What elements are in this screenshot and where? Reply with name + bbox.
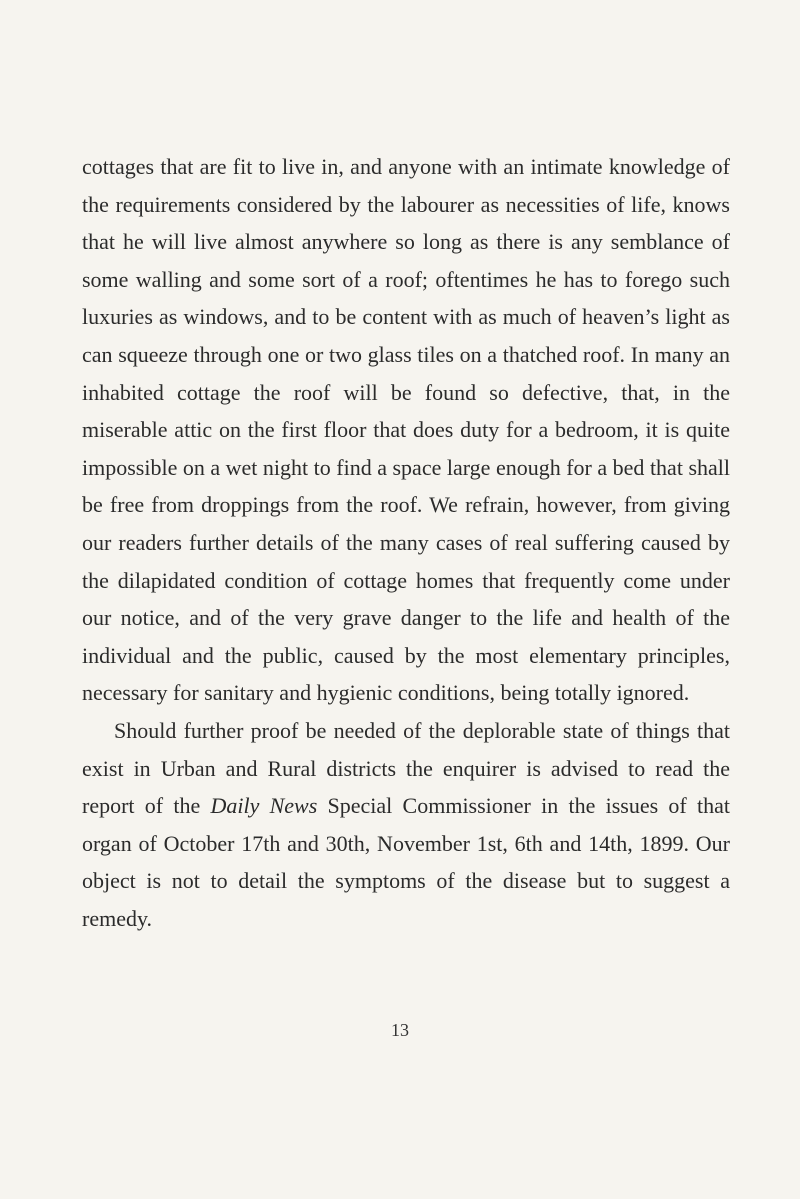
paragraph-2-text-after: Special Commissioner in the issues of that organ of October 17th and 30th, November 1st, 6th and 14th, 1899. Our object is not to detail the symptoms of the disease but to suggest a remedy.	[82, 793, 730, 931]
body-text	[82, 148, 730, 937]
page-number: 13	[391, 1020, 409, 1040]
newspaper-title: Daily News	[210, 793, 318, 819]
paragraph-2-text-before: Should further proof be needed of the deplorable state of things that exist in Urban and Rural districts the enquirer is advised to read the report of the	[82, 717, 730, 819]
paragraph-2	[82, 712, 730, 938]
paragraph-1: cottages that are fit to live in, and anyone with an intimate knowledge of the requirements considered by the labourer as necessities of life, knows that he will live almost anywhere so long as there is any semblance of some walling and some sort of a roof; oftentimes he has to forego such luxuries as windows, and to be content with as much of heaven’s light as can squeeze through one or two glass tiles on a thatched roof. In many an inhabited cottage the roof will be found so defective, that, in the miserable attic on the first floor that does duty for a bedroom, it is quite impossible on a wet night to find a space large enough for a bed that shall be free from droppings from the roof. We refrain, however, from giving our readers further details of the many cases of real suffering caused by the dilapidated condition of cottage homes that frequently come under our notice, and of the very grave danger to the life and health of the individual and the public, caused by the most elementary principles, necessary for sanitary and hygienic conditions, being totally ignored.	[82, 154, 730, 706]
